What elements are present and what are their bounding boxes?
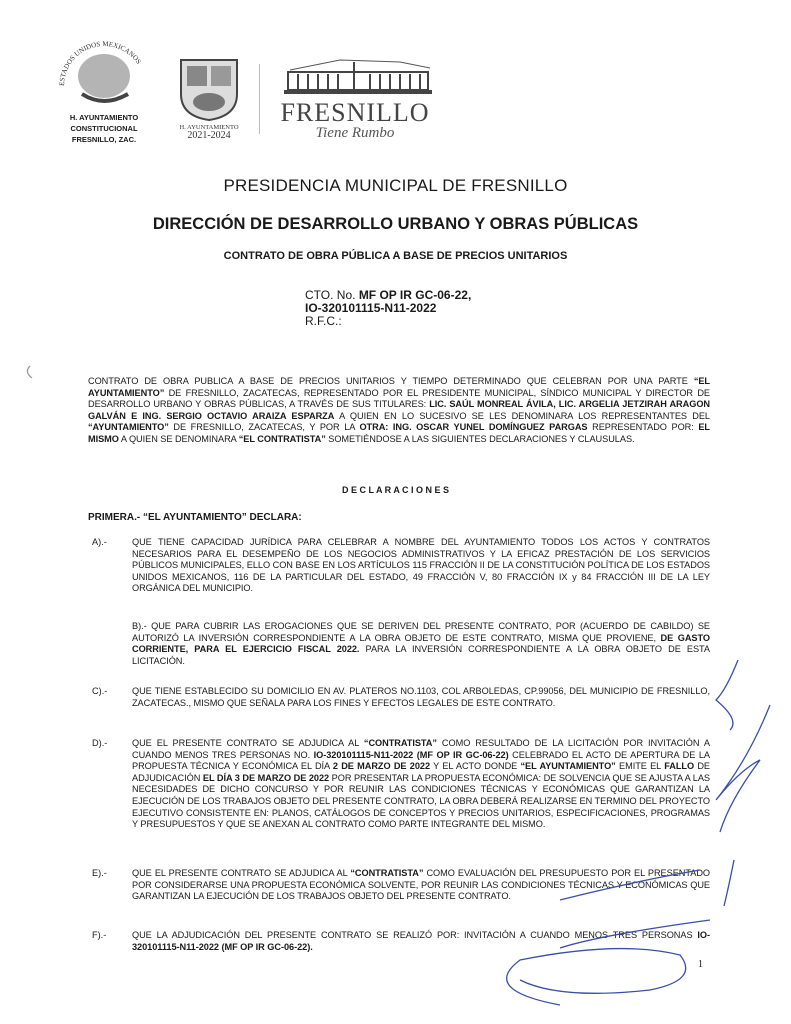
declaration-label: E).- [92, 868, 107, 878]
bold-text: IO-320101115-N11-2022 (MF OP IR GC-06-22) [313, 749, 509, 760]
text-segment: DE ADJUDICACIÓN [132, 761, 710, 783]
declaration-item [132, 537, 710, 595]
text-segment: QUE TIENE CAPACIDAD JURÍDICA PARA CELEBRAR A NOMBRE DEL AYUNTAMIENTO TODOS LOS ACTOS Y CONTRATOS NECESARIOS PARA EL DESEMPEÑO DE LOS NEGOCIOS ADMINISTRATIVOS Y LA EFICAZ PRESTACIÓN DE LOS SERVICIOS PÚBLICOS MUNICIPALES, ELLO CON BASE EN LOS ARTÍCULOS 115 FRACCIÓN II DE LA CONSTITUCIÓN POLÍTICA DE LOS ESTADOS UNIDOS MEXICANOS, 116 DE LA PARTICULAR DEL ESTADO, 49 FRACCIÓN V, 80 FRACCIÓN IX y 84 FRACCIÓN III DE LA LEY ORGÁNICA DEL MUNICIPIO. [132, 537, 710, 594]
declaration-label: D).- [92, 738, 108, 748]
bold-text: “AYUNTAMIENTO” [88, 422, 169, 433]
bold-text: FALLO [664, 761, 695, 772]
seal-caption-line: FRESNILLO, ZAC. [71, 135, 137, 144]
fresnillo-logo [270, 56, 440, 140]
bold-text: LIC. SAÚL MONREAL ÁVILA, LIC. ARGELIA JETZIRAH ARAGON GALVÁN E ING. SERGIO OCTAVIO ARAIZA ESPARZA [88, 399, 711, 421]
cto-number-2: IO-320101115-N11-2022 [305, 301, 437, 315]
title-presidencia: PRESIDENCIA MUNICIPAL DE FRESNILLO [223, 176, 568, 195]
text-segment: A QUIEN EN LO SUCESIVO SE LES DENOMINARA LOS REPRESENTANTES DEL [334, 410, 710, 421]
seal-caption [48, 112, 160, 145]
text-segment: QUE LA ADJUDICACIÓN DEL PRESENTE CONTRATO SE REALIZÓ POR: INVITACIÓN A CUANDO MENOS TRES PERSONAS [132, 930, 698, 940]
text-segment: PARA LA INVERSIÓN CORRESPONDIENTE A LA OBRA OBJETO DE ESTA LICITACIÓN. [132, 644, 710, 666]
bold-text: “EL AYUNTAMIENTO” [88, 376, 710, 398]
bold-text: OTRA: ING. OSCAR YUNEL DOMÍNGUEZ PARGAS [359, 422, 588, 433]
text-segment: SOMETIÉNDOSE A LAS SIGUIENTES DECLARACIONES Y CLAUSULAS. [325, 433, 635, 444]
municipal-shield-seal [177, 56, 241, 122]
text-segment: QUE EL PRESENTE CONTRATO SE ADJUDICA AL [132, 868, 351, 878]
logo-tagline: Tiene Rumbo [315, 125, 395, 141]
declaration-item [132, 868, 710, 903]
bold-text: “CONTRATISTA” [363, 738, 437, 748]
declaration-label: F).- [92, 930, 107, 940]
header-divider [259, 64, 260, 134]
contract-number-block [305, 289, 471, 328]
mexico-coat-of-arms-seal [52, 26, 156, 108]
text-segment: QUE EL PRESENTE CONTRATO SE ADJUDICA AL [132, 738, 364, 748]
intro-paragraph [88, 376, 710, 446]
declaration-item [132, 930, 710, 953]
declaration-item [132, 738, 710, 831]
page-number: 1 [698, 959, 703, 970]
text-segment: COMO RESULTADO DE LA LICITACIÓN POR INVITACIÓN A CUANDO MENOS TRES PERSONAS NO. [132, 738, 711, 760]
declaraciones-heading: D E C L A R A C I O N E S [341, 485, 449, 495]
bold-text: “EL CONTRATISTA” [238, 433, 326, 444]
logo-name: FRESNILLO [280, 98, 430, 127]
text-segment: CELEBRADO EL ACTO DE APERTURA DE LA PROPUESTA TÉCNICA Y ECONÓMICA EL DÍA [132, 749, 710, 772]
declaration-item [132, 621, 710, 667]
text-segment: COMO EVALUACIÓN DEL PRESUPUESTO POR EL PRESENTADO POR CONSIDERARSE UNA PROPUESTA ECONÓMICA SOLVENTE, POR REUNIR LAS CONDICIONES TÉCNICAS Y ECONÓMICAS QUE GARANTIZAN LA EJECUCIÓN DE LOS TRABAJOS OBJETO DEL PRESENTE CONTRATO. [132, 868, 711, 902]
seal-caption-line: CONSTITUCIONAL [70, 124, 138, 133]
text-segment: Y EL ACTO DONDE [430, 761, 521, 772]
seal-caption-line: H. AYUNTAMIENTO [69, 113, 139, 122]
bold-text: EL MISMO [88, 422, 710, 444]
text-segment: DE FRESNILLO, ZACATECAS, Y POR LA [168, 422, 360, 433]
declaration-label: A).- [92, 537, 107, 547]
title-contrato: CONTRATO DE OBRA PÚBLICA A BASE DE PRECIOS UNITARIOS [223, 250, 568, 262]
bold-text: EL DÍA 3 DE MARZO DE 2022 [202, 772, 330, 783]
seal-mid-caption: H. AYUNTAMIENTO [179, 124, 239, 131]
declaration-item [132, 686, 710, 709]
bold-text: IO-320101115-N11-2022 (MF OP IR GC-06-22). [132, 930, 710, 952]
text-segment: DE FRESNILLO, ZACATECAS, REPRESENTADO POR EL PRESIDENTE MUNICIPAL, SÍNDICO MUNICIPAL Y DIRECTOR DE DESARROLLO URBANO Y OBRAS PÚBLICAS, A TRAVÉS DE SUS TITULARES: [88, 387, 710, 410]
bold-text: 2 DE MARZO DE 2022 [332, 761, 431, 772]
text-segment: EMITE EL [615, 761, 665, 772]
title-direccion: DIRECCIÓN DE DESARROLLO URBANO Y OBRAS PÚBLICAS [152, 215, 639, 233]
text-segment: QUE TIENE ESTABLECIDO SU DOMICILIO EN AV. PLATEROS NO.1103, COL ARBOLEDAS, CP.99056, DEL MUNICIPIO DE FRESNILLO, ZACATECAS., MISMO QUE SEÑALA PARA LOS FINES Y EFECTOS LEGALES DE ESTE CONTRATO. [132, 686, 710, 708]
bold-text: DE GASTO CORRIENTE, PARA EL EJERCICIO FISCAL 2022. [132, 632, 710, 655]
bold-text: “CONTRATISTA” [350, 868, 424, 878]
text-segment: REPRESENTADO POR: [587, 422, 699, 433]
monument-icon [270, 56, 440, 96]
rfc-label: R.F.C.: [305, 314, 342, 328]
text-segment: CONTRATO DE OBRA PUBLICA A BASE DE PRECIOS UNITARIOS Y TIEMPO DETERMINADO QUE CELEBRAN POR UNA PARTE [88, 376, 694, 386]
bold-text: “EL AYUNTAMIENTO” [520, 761, 616, 772]
cto-number-1: MF OP IR GC-06-22, [358, 288, 472, 302]
seal-mid-years: 2021-2024 [187, 130, 231, 141]
seal-ring-text: ESTADOS UNIDOS MEXICANOS [57, 39, 143, 87]
declaration-label: C).- [92, 686, 108, 696]
cto-label: CTO. No. [305, 288, 356, 302]
primera-heading: PRIMERA.- “EL AYUNTAMIENTO” DECLARA: [88, 512, 302, 523]
text-segment: POR PRESENTAR LA PROPUESTA ECONÓMICA: DE SOLVENCIA QUE SE AJUSTA A LAS NECESIDADES DE DICHO CONCURSO Y POR REUNIR LAS CONDICIONES TÉCNICAS Y ECONÓMICAS QUE GARANTIZAN LA EJECUCIÓN DE LOS TRABAJOS OBJETO DEL PRESENTE CONTRATO, LA OBRA DEBERÁ REALIZARSE EN TERMINO DEL PROYECTO EJECUTIVO CONSISTENTE EN: PLANOS, CATÁLOGOS DE CONCEPTOS Y PRECIOS UNITARIOS, ESPECIFICACIONES, PROGRAMAS Y PRESUPUESTOS Y QUE SE ANEXAN AL CONTRATO COMO PARTE INTEGRANTE DEL MISMO. [132, 772, 710, 830]
text-segment: A QUIEN SE DENOMINARA [118, 433, 239, 444]
text-segment: B).- QUE PARA CUBRIR LAS EROGACIONES QUE SE DERIVEN DEL PRESENTE CONTRATO, POR (ACUERDO DE CABILDO) SE AUTORIZÓ LA INVERSIÓN CORRESPONDIENTE A LA OBRA OBJETO DE ESTE CONTRATO, MISMA QUE PROVIENE, [132, 621, 710, 643]
